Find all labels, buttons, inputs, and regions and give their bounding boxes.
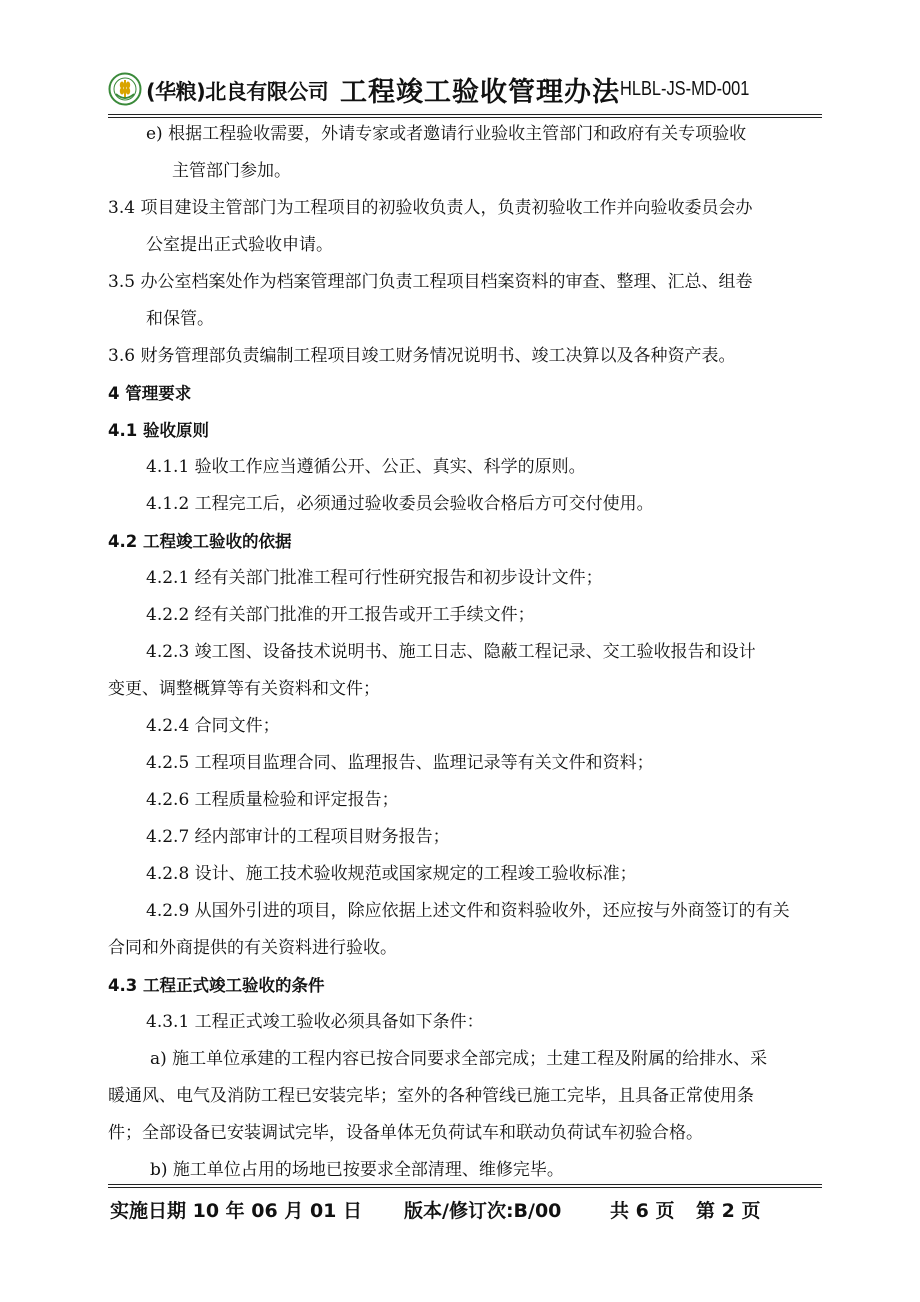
- section-heading: 4.2 工程竣工验收的依据: [108, 532, 292, 551]
- body-line: a) 施工单位承建的工程内容已按合同要求全部完成；土建工程及附属的给排水、采: [150, 1049, 768, 1069]
- body-line: 合同和外商提供的有关资料进行验收。: [108, 938, 397, 958]
- body-line: 4.2.2 经有关部门批准的开工报告或开工手续文件；: [146, 605, 535, 625]
- section-heading: 4.1 验收原则: [108, 421, 209, 440]
- body-line: 4.2.1 经有关部门批准工程可行性研究报告和初步设计文件；: [146, 568, 603, 588]
- body-line: 和保管。: [146, 309, 214, 329]
- page-header: [108, 66, 822, 116]
- footer-rule: [108, 1184, 822, 1185]
- body-line: e) 根据工程验收需要，外请专家或者邀请行业验收主管部门和政府有关专项验收: [146, 124, 747, 144]
- document-body: [108, 116, 822, 1189]
- body-line: 变更、调整概算等有关资料和文件；: [108, 679, 380, 699]
- body-line: 4.2.6 工程质量检验和评定报告；: [146, 790, 399, 810]
- body-line: 主管部门参加。: [172, 161, 291, 181]
- company-logo-icon: [108, 72, 142, 106]
- body-line: 4.2.5 工程项目监理合同、监理报告、监理记录等有关文件和资料；: [146, 753, 654, 773]
- body-line: 4.2.7 经内部审计的工程项目财务报告；: [146, 827, 450, 847]
- body-line: b) 施工单位占用的场地已按要求全部清理、维修完毕。: [150, 1160, 564, 1180]
- total-pages: 共 6 页: [610, 1200, 675, 1222]
- body-line: 4.2.3 竣工图、设备技术说明书、施工日志、隐蔽工程记录、交工验收报告和设计: [146, 642, 756, 662]
- section-heading: 4 管理要求: [108, 384, 192, 403]
- body-line: 4.1.1 验收工作应当遵循公开、公正、真实、科学的原则。: [146, 457, 586, 477]
- body-line: 公室提出正式验收申请。: [146, 235, 333, 255]
- body-line: 3.6 财务管理部负责编制工程项目竣工财务情况说明书、竣工决算以及各种资产表。: [108, 346, 736, 366]
- section-heading: 4.3 工程正式竣工验收的条件: [108, 976, 325, 995]
- body-line: 4.1.2 工程完工后，必须通过验收委员会验收合格后方可交付使用。: [146, 494, 654, 514]
- body-line: 4.3.1 工程正式竣工验收必须具备如下条件：: [146, 1012, 484, 1032]
- effective-date: 实施日期 10 年 06 月 01 日: [110, 1200, 363, 1222]
- header-rule: [108, 114, 822, 115]
- footer-rule-inner: [108, 1187, 822, 1188]
- page-number: 第 2 页: [696, 1200, 761, 1222]
- body-line: 4.2.8 设计、施工技术验收规范或国家规定的工程竣工验收标准；: [146, 864, 637, 884]
- company-name: (华粮)北良有限公司: [146, 80, 329, 104]
- body-line: 件；全部设备已安装调试完毕，设备单体无负荷试车和联动负荷试车初验合格。: [108, 1123, 703, 1143]
- document-code: HLBL-JS-MD-001: [620, 78, 750, 100]
- document-title: 工程竣工验收管理办法: [340, 77, 620, 108]
- body-line: 4.2.4 合同文件；: [146, 716, 280, 736]
- body-line: 4.2.9 从国外引进的项目，除应依据上述文件和资料验收外，还应按与外商签订的有关: [146, 901, 790, 921]
- body-line: 3.5 办公室档案处作为档案管理部门负责工程项目档案资料的审查、整理、汇总、组卷: [108, 272, 753, 292]
- version-label: 版本/修订次:B/00: [404, 1200, 562, 1222]
- body-line: 3.4 项目建设主管部门为工程项目的初验收负责人，负责初验收工作并向验收委员会办: [108, 198, 753, 218]
- body-line: 暖通风、电气及消防工程已安装完毕；室外的各种管线已施工完毕，且具备正常使用条: [108, 1086, 754, 1106]
